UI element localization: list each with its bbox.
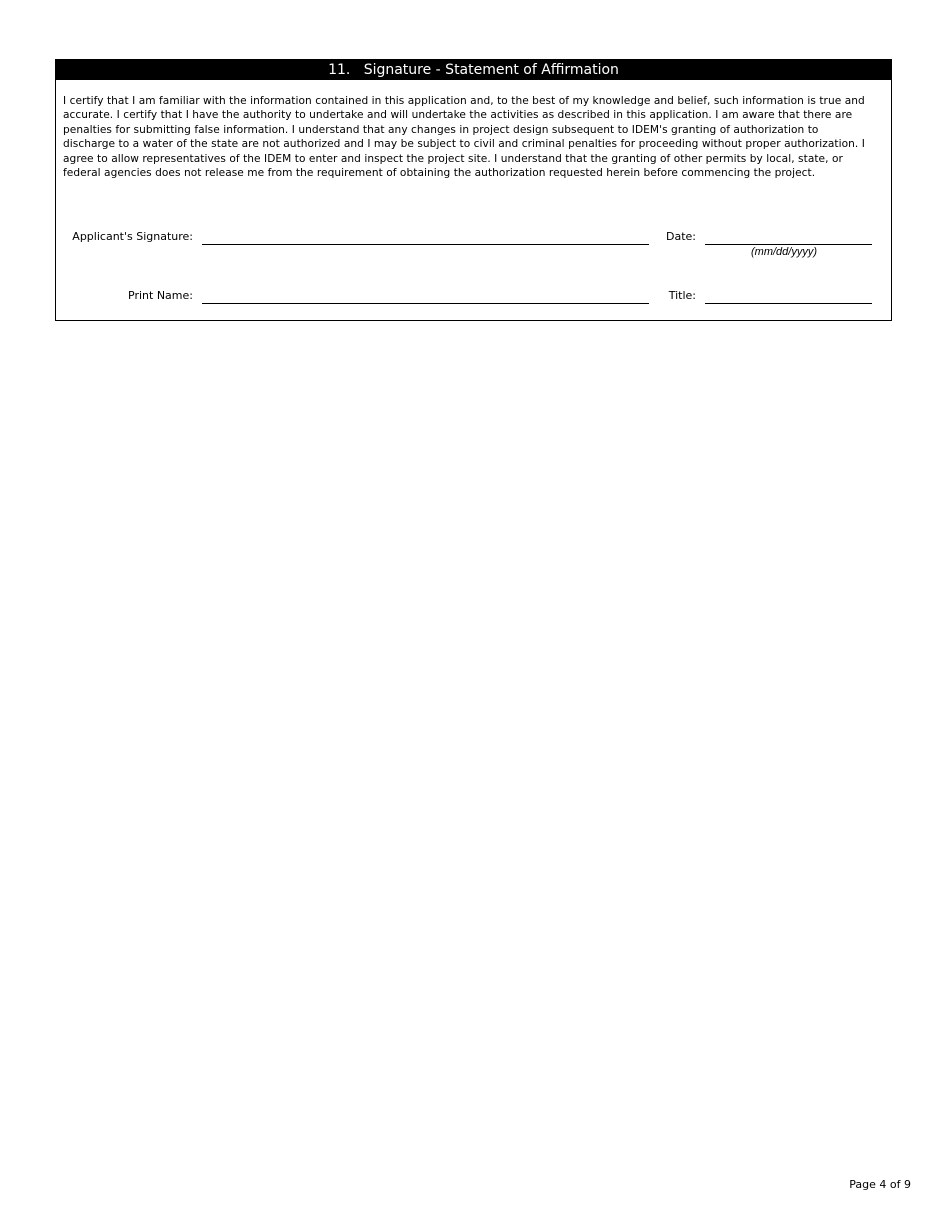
affirmation-statement: [63, 94, 885, 180]
statement-line: agree to allow representatives of the IDEM to enter and inspect the project site. I understand that the granting of other permits by local, state, or: [63, 152, 843, 165]
page-number: Page 4 of 9: [849, 1178, 911, 1191]
statement-line: federal agencies does not release me from the requirement of obtaining the authorization requested herein before commencing the project.: [63, 167, 816, 180]
print-name-field[interactable]: [202, 303, 649, 304]
statement-line: accurate. I certify that I have the authority to undertake and will undertake the activities as described in this application. I am aware that there are: [63, 109, 853, 122]
signature-field[interactable]: [202, 244, 649, 245]
date-format-hint: (mm/dd/yyyy): [751, 246, 817, 258]
statement-line: discharge to a water of the state are not authorized and I may be subject to civil and criminal penalties for proceeding without proper authorization. I: [63, 138, 865, 151]
title-label: Title:: [668, 289, 696, 302]
print-name-label: Print Name:: [128, 289, 193, 302]
signature-label: Applicant's Signature:: [72, 230, 193, 243]
statement-line: I certify that I am familiar with the information contained in this application and, to the best of my knowledge and belief, such information is true and: [63, 95, 865, 107]
date-label: Date:: [666, 230, 696, 243]
section-title: 11. Signature - Statement of Affirmation: [56, 60, 891, 80]
title-field[interactable]: [705, 303, 872, 304]
signature-affirmation-section: [55, 59, 892, 321]
statement-line: penalties for submitting false information. I understand that any changes in project design subsequent to IDEM's granting of authorization to: [63, 123, 819, 136]
